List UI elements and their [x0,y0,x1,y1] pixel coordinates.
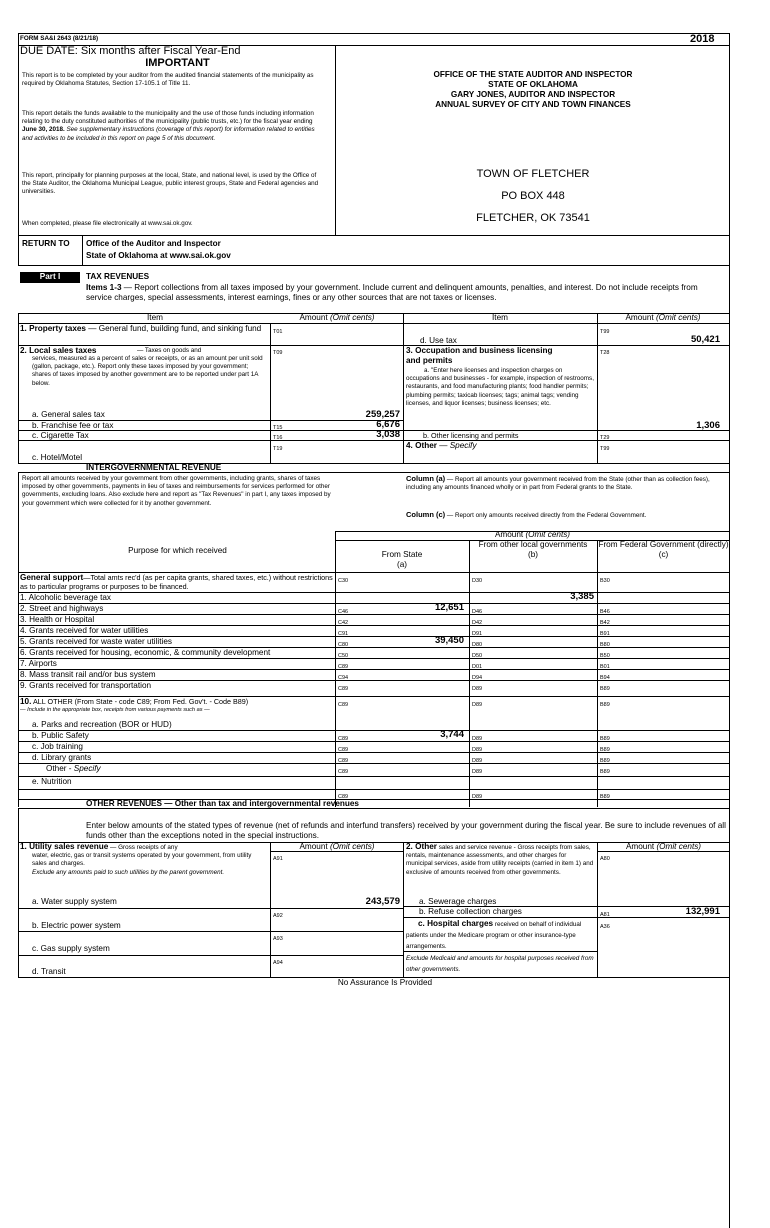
subrow-label-text: a. Parks and recreation (BOR or HUD) [32,720,172,729]
rule [18,440,403,441]
general-desc: —Total amts rec'd (as per capita grants, shared taxes, etc.) without restrictions as to particular programs or purposes to be financed. [20,573,333,591]
fiscal-year-end: June 30, 2018. [22,126,65,134]
subrow-label-text: Other - [46,764,74,773]
town-name: TOWN OF FLETCHER [476,168,590,180]
code-col-c: B50 [600,653,610,659]
col-b-header [469,540,597,560]
code-t19: T19 [273,446,283,452]
code-col-b: D89 [472,736,483,742]
hosp-title: c. Hospital charges [418,919,494,928]
row10-title: 10. [20,697,32,706]
intro-text: — Report collections from all taxes imposed by your government. Include current and delinquent amounts, penalties, and interest. Do not include receipts from service charges, special assessments, interest earnings, fines or any other sources that are not taxes or licenses. [86,283,698,302]
code-d30: D30 [472,578,483,584]
intergov-row-label: 3. Health or Hospital [20,615,95,624]
code-col-b: D46 [472,609,483,615]
town-city: FLETCHER, OK 73541 [476,212,590,224]
rule [403,951,597,952]
sales-taxes-title: 2. Local sales taxes [20,346,97,355]
other-licensing-label: b. Other licensing and permits [423,431,519,440]
col-c-bold: Column (c) [406,510,446,519]
code-t01: T01 [273,329,283,335]
col-divider [18,808,19,978]
rule [18,472,729,473]
code-col-b: D42 [472,620,483,626]
amount-col-a[interactable]: 3,744 [440,729,464,740]
code-col-a: C46 [338,609,349,615]
col-item-right: Item [492,313,508,322]
right-border [729,33,730,1228]
return-line: Office of the Auditor and Inspector [86,239,221,248]
intergov-subrow-label [32,720,332,730]
return-line: State of Oklahoma at www.sai.ok.gov [86,251,231,260]
water-supply-label: a. Water supply system [32,897,117,906]
transit-label: d. Transit [32,967,66,976]
code-col-c: B94 [600,675,610,681]
col-item-left: Item [147,313,163,322]
subrow-label-text: d. Library grants [32,753,92,762]
intergov-subrow-label [32,777,332,787]
purpose-header: Purpose for which received [128,546,227,555]
subrow-label-text: e. Nutrition [32,777,72,786]
amount-text: Amount [625,842,655,851]
franchise-label: b. Franchise fee or tax [32,421,114,430]
intergov-row-label: 7. Airports [20,659,57,668]
intergov-row-label: 9. Grants received for transportation [20,681,152,690]
utility-sales-note: Exclude any amounts paid to such utilities by the parent government. [32,869,225,876]
code-col-c: B89 [600,686,610,692]
code-col-a: C42 [338,620,349,626]
intergov-subrow-label [32,742,332,752]
col-amount-left [272,313,402,323]
code-col-a: C89 [338,664,349,670]
utility-sales-title [20,842,270,852]
intergov-row-label: 6. Grants received for housing, economic, & community development [20,648,271,657]
other-sales-desc [406,843,594,877]
part-1-title: TAX REVENUES [86,272,150,281]
col-a-sub: (a) [396,560,407,569]
code-t16: T16 [273,435,283,441]
code-c30: C30 [338,578,349,584]
code-col-a: C89 [338,686,349,692]
general-support [20,573,335,591]
hosp-desc: received on behalf of individual patients under the Medicare program or other insurance-type arrangements. [406,921,582,950]
other-revenues-intro: Enter below amounts of the stated types of revenue (net of refunds and interfund transfers) received by your government during the fiscal year. Be sure to include revenues of all funds other than the exceptions noted in the special instructions. [86,821,726,840]
property-taxes-label [20,324,270,334]
code-t99-use: T99 [600,329,610,335]
left-border [18,33,19,235]
code-col-b: D80 [472,642,483,648]
intro-paragraph-2 [22,110,322,143]
use-tax-amount[interactable]: 50,421 [690,334,720,345]
amount-col-b[interactable]: 3,385 [570,591,594,602]
code-col-c: B89 [600,736,610,742]
util-title: 1. Utility sales revenue [20,842,109,851]
col-divider [597,842,598,978]
col-a-header [336,550,468,570]
intergov-row-label: 5. Grants received for waste water utilities [20,637,172,646]
intergov-subrow-label [32,731,332,741]
col-divider [597,540,598,807]
intergov-row-label: 4. Grants received for water utilities [20,626,149,635]
sales-desc-1: — Taxes on goods and [137,347,202,354]
col-divider [469,540,470,807]
office-line: OFFICE OF THE STATE AUDITOR AND INSPECTOR [433,70,633,79]
town-address [340,163,726,229]
intergov-row-label: 1. Alcoholic beverage tax [20,593,112,602]
form-id: FORM SA&I 2643 (8/21/18) [20,35,99,42]
code-c89: C89 [338,702,349,708]
utility-sales-desc: water, electric, gas or transit systems operated by your government, from utility sales and charges. [32,852,252,868]
code-t15: T15 [273,425,283,431]
rule [18,908,403,909]
subrow-specify: Specify [73,764,101,773]
intergov-row-label: 2. Street and highways [20,604,104,613]
code-col-a: C50 [338,653,349,659]
col-amount-note: (Omit cents) [655,313,701,322]
general-title: General support [20,573,84,582]
code-a93: A93 [273,936,283,942]
office-line: STATE OF OKLAHOMA [488,80,578,89]
util-desc: — Gross receipts of any [108,844,178,851]
sewerage-label: a. Sewerage charges [419,897,497,906]
code-col-b: D50 [472,653,483,659]
col-amount-note: (Omit cents) [329,313,375,322]
col-c-title: From Federal Government (directly) [598,540,729,549]
other-revenues-title: OTHER REVENUES — Other than tax and intergovernmental revenues [86,799,359,808]
code-a94: A94 [273,960,283,966]
header-divider [335,45,336,235]
code-b30: B30 [600,578,610,584]
part-1-intro [86,283,716,303]
office-block [340,70,726,110]
other-tax-label: 4. Other — Specify [406,441,477,450]
code-t28: T28 [600,350,610,356]
code-col-a: C89 [338,769,349,775]
col-a-bold: Column (a) [406,474,446,483]
code-col-b: D94 [472,675,483,681]
general-sales-amount[interactable]: 259,257 [365,409,400,420]
code-col-c: B01 [600,664,610,670]
other-desc: sales and service revenue - Gross receipts from sales, rentals, maintenance assessments, and other charges for municipal services, aside from utility receipts (carried in item 1) and exclusive of amounts received from other governments. [406,844,594,876]
code-col-b: D89 [472,758,483,764]
electric-label: b. Electric power system [32,921,121,930]
amount-text: Amount [299,842,328,851]
gas-label: c. Gas supply system [32,944,110,953]
occ-text: "Enter here licenses and inspection charges on occupations and businesses - for example, inspection of restrooms, restaurants, and food manufacturing plants; food handler permits; plumbing permits; taxicab licenses; tags; animal tags; vending licenses, and liquor licenses; business licenses; etc. [406,367,594,407]
amount-col-a[interactable]: 39,450 [434,635,464,646]
occupation-title: 3. Occupation and business licensing and permits [406,346,553,365]
amount-col-a[interactable]: 12,651 [434,602,464,613]
return-address [86,238,231,262]
amount-note: (Omit cents) [656,842,702,851]
refuse-label: b. Refuse collection charges [419,907,522,916]
part-1-label: Part I [20,272,80,283]
code-a36: A36 [600,924,610,930]
code-a81: A81 [600,912,610,918]
water-supply-amount[interactable]: 243,579 [365,896,400,907]
form-year: 2018 [690,33,715,45]
code-d89-last: D89 [472,794,483,800]
col-divider [18,472,19,807]
use-tax-label: d. Use tax [420,336,457,345]
para2-a: This report details the funds available to the municipality and the use of those funds including information relating to the duty constituted authorities of the municipality (public trusts, etc.) for the fiscal year ending [22,110,314,126]
col-divider [270,842,271,978]
code-a80: A80 [600,856,610,862]
para2-c: See supplementary instructions (coverage of this report) for information related to entities and activities to be included in this report on page 5 of this document. [22,126,315,142]
row-10 [20,697,335,706]
code-d89: D89 [472,702,483,708]
code-col-c: B89 [600,769,610,775]
intergov-subrow-label [32,753,332,763]
col-amount-text: Amount [625,313,654,322]
code-b89-last: B89 [600,794,610,800]
code-col-c: B89 [600,747,610,753]
code-col-c: B89 [600,758,610,764]
col-c-header [598,540,729,560]
hospital-charges [406,918,594,952]
rule [597,851,729,852]
amount-note: (Omit cents) [329,842,375,851]
code-col-c: B91 [600,631,610,637]
intergov-title: INTERGOVERNMENTAL REVENUE [86,463,222,472]
other-title: 2. Other [406,842,437,851]
prop-desc: — General fund, building fund, and sinking fund [86,324,262,333]
code-col-c: B42 [600,620,610,626]
col-b-sub: (b) [527,550,538,559]
code-a92: A92 [273,913,283,919]
office-line: ANNUAL SURVEY OF CITY AND TOWN FINANCES [435,100,631,109]
column-a-instructions [406,475,726,492]
other4-title: 4. Other [406,441,437,450]
code-col-b: D89 [472,747,483,753]
col-c-sub: (c) [658,550,669,559]
electronic-filing-note: When completed, please file electronically at www.sai.ok.gov. [22,220,193,227]
amount-text: Amount [494,530,524,539]
return-to-label: RETURN TO [22,239,70,248]
rule [18,789,729,790]
column-c-instructions [406,511,726,520]
code-col-a: C89 [338,747,349,753]
sales-taxes-desc: services, measured as a percent of sales or receipts, or as an amount per unit sold (gallon, package, etc.). Report only these taxes imposed by your government; shares of taxes imposed by another government are to be reported under part 1A below. [32,355,263,387]
occupation-desc [406,367,594,408]
cigarette-label: c. Cigarette Tax [32,431,89,440]
intro-bold: Items 1-3 [86,283,122,292]
rule [18,931,403,932]
code-c89-last: C89 [338,794,349,800]
code-t99-other: T99 [600,446,610,452]
col-amount-text: Amount [299,313,328,322]
rule [18,955,403,956]
code-a91: A91 [273,856,283,862]
hospital-note: Exclude Medicaid and amounts for hospital purposes received from other governments. [406,955,594,973]
col-amount-right [598,313,728,323]
important-heading: IMPORTANT [145,57,210,69]
occ-a: a. [424,367,430,374]
code-col-b: D01 [472,664,483,670]
rule [18,265,729,266]
code-col-a: C91 [338,631,349,637]
code-col-a: C89 [338,758,349,764]
code-col-b: D89 [472,769,483,775]
code-col-b: D91 [472,631,483,637]
intro-paragraph-3: This report, principally for planning purposes at the local, State, and national level, is used by the Office of the State Auditor, the Oklahoma Municipal League, public interest groups, State and Federal agencies and universities. [22,172,319,196]
rule [18,808,729,809]
code-col-a: C80 [338,642,349,648]
town-po-box: PO BOX 448 [501,190,565,202]
occupation-amount[interactable]: 1,306 [696,420,720,431]
code-t29: T29 [600,435,610,441]
col-a-title: From State [381,550,423,559]
refuse-amount[interactable]: 132,991 [685,906,720,917]
code-col-b: D89 [472,686,483,692]
hotel-motel-label: c. Hotel/Motel [32,453,83,462]
franchise-amount[interactable]: 6,676 [376,419,400,430]
rule [18,235,729,236]
office-line: GARY JONES, AUDITOR AND INSPECTOR [450,90,616,99]
footer-note: No Assurance Is Provided [337,978,433,987]
code-t09: T09 [273,350,283,356]
prop-title: 1. Property taxes [20,324,86,333]
intergov-row-label: 8. Mass transit rail and/or bus system [20,670,156,679]
col-divider [270,323,271,463]
due-date: DUE DATE: Six months after Fiscal Year-End [20,45,241,57]
amount-header [336,530,729,540]
code-col-c: B80 [600,642,610,648]
intergov-instructions: Report all amounts received by your government from other governments, including grants, shares of taxes imposed by other governments, payments in lieu of taxes and reimbursements for services performed for other governments, excluding loans. Also exclude here and report as "Tax Revenues" in part I, any taxes imposed by your government which were collected for it by another government. [22,475,331,507]
subrow-label-text: c. Job training [32,742,83,751]
code-col-a: C89 [338,736,349,742]
col-b-title: From other local governments [478,540,588,549]
code-col-c: B46 [600,609,610,615]
return-divider [82,235,83,265]
col-a-text: — Report all amounts your government received from the State (other than as collection fees), including any amounts financed wholly or in part from Federal grants to the State. [406,476,710,492]
col-divider [403,842,404,978]
amount-note: (Omit cents) [525,530,571,539]
return-left-border [18,235,19,265]
intergov-subrow-label [46,764,349,775]
intro-paragraph-1: This report is to be completed by your auditor from the audited financial statements of the municipality as required by Oklahoma Statutes, Section 17-105.1 of Title 11. [22,72,314,88]
code-b89: B89 [600,702,610,708]
row-10-note: — Include in the appropriate box, receipts from various payments such as — [20,707,210,713]
subrow-label-text: b. Public Safety [32,731,89,740]
general-sales-label: a. General sales tax [32,410,105,419]
other4-specify: Specify [449,441,477,450]
row10-text: ALL OTHER (From State - code C89; From Fed. Gov't. - Code B89) [31,697,249,706]
rule [270,851,403,852]
cigarette-amount[interactable]: 3,038 [376,429,400,440]
col-c-text: — Report only amounts received directly from the Federal Government. [445,512,647,519]
code-col-a: C94 [338,675,349,681]
top-rule [18,33,729,34]
